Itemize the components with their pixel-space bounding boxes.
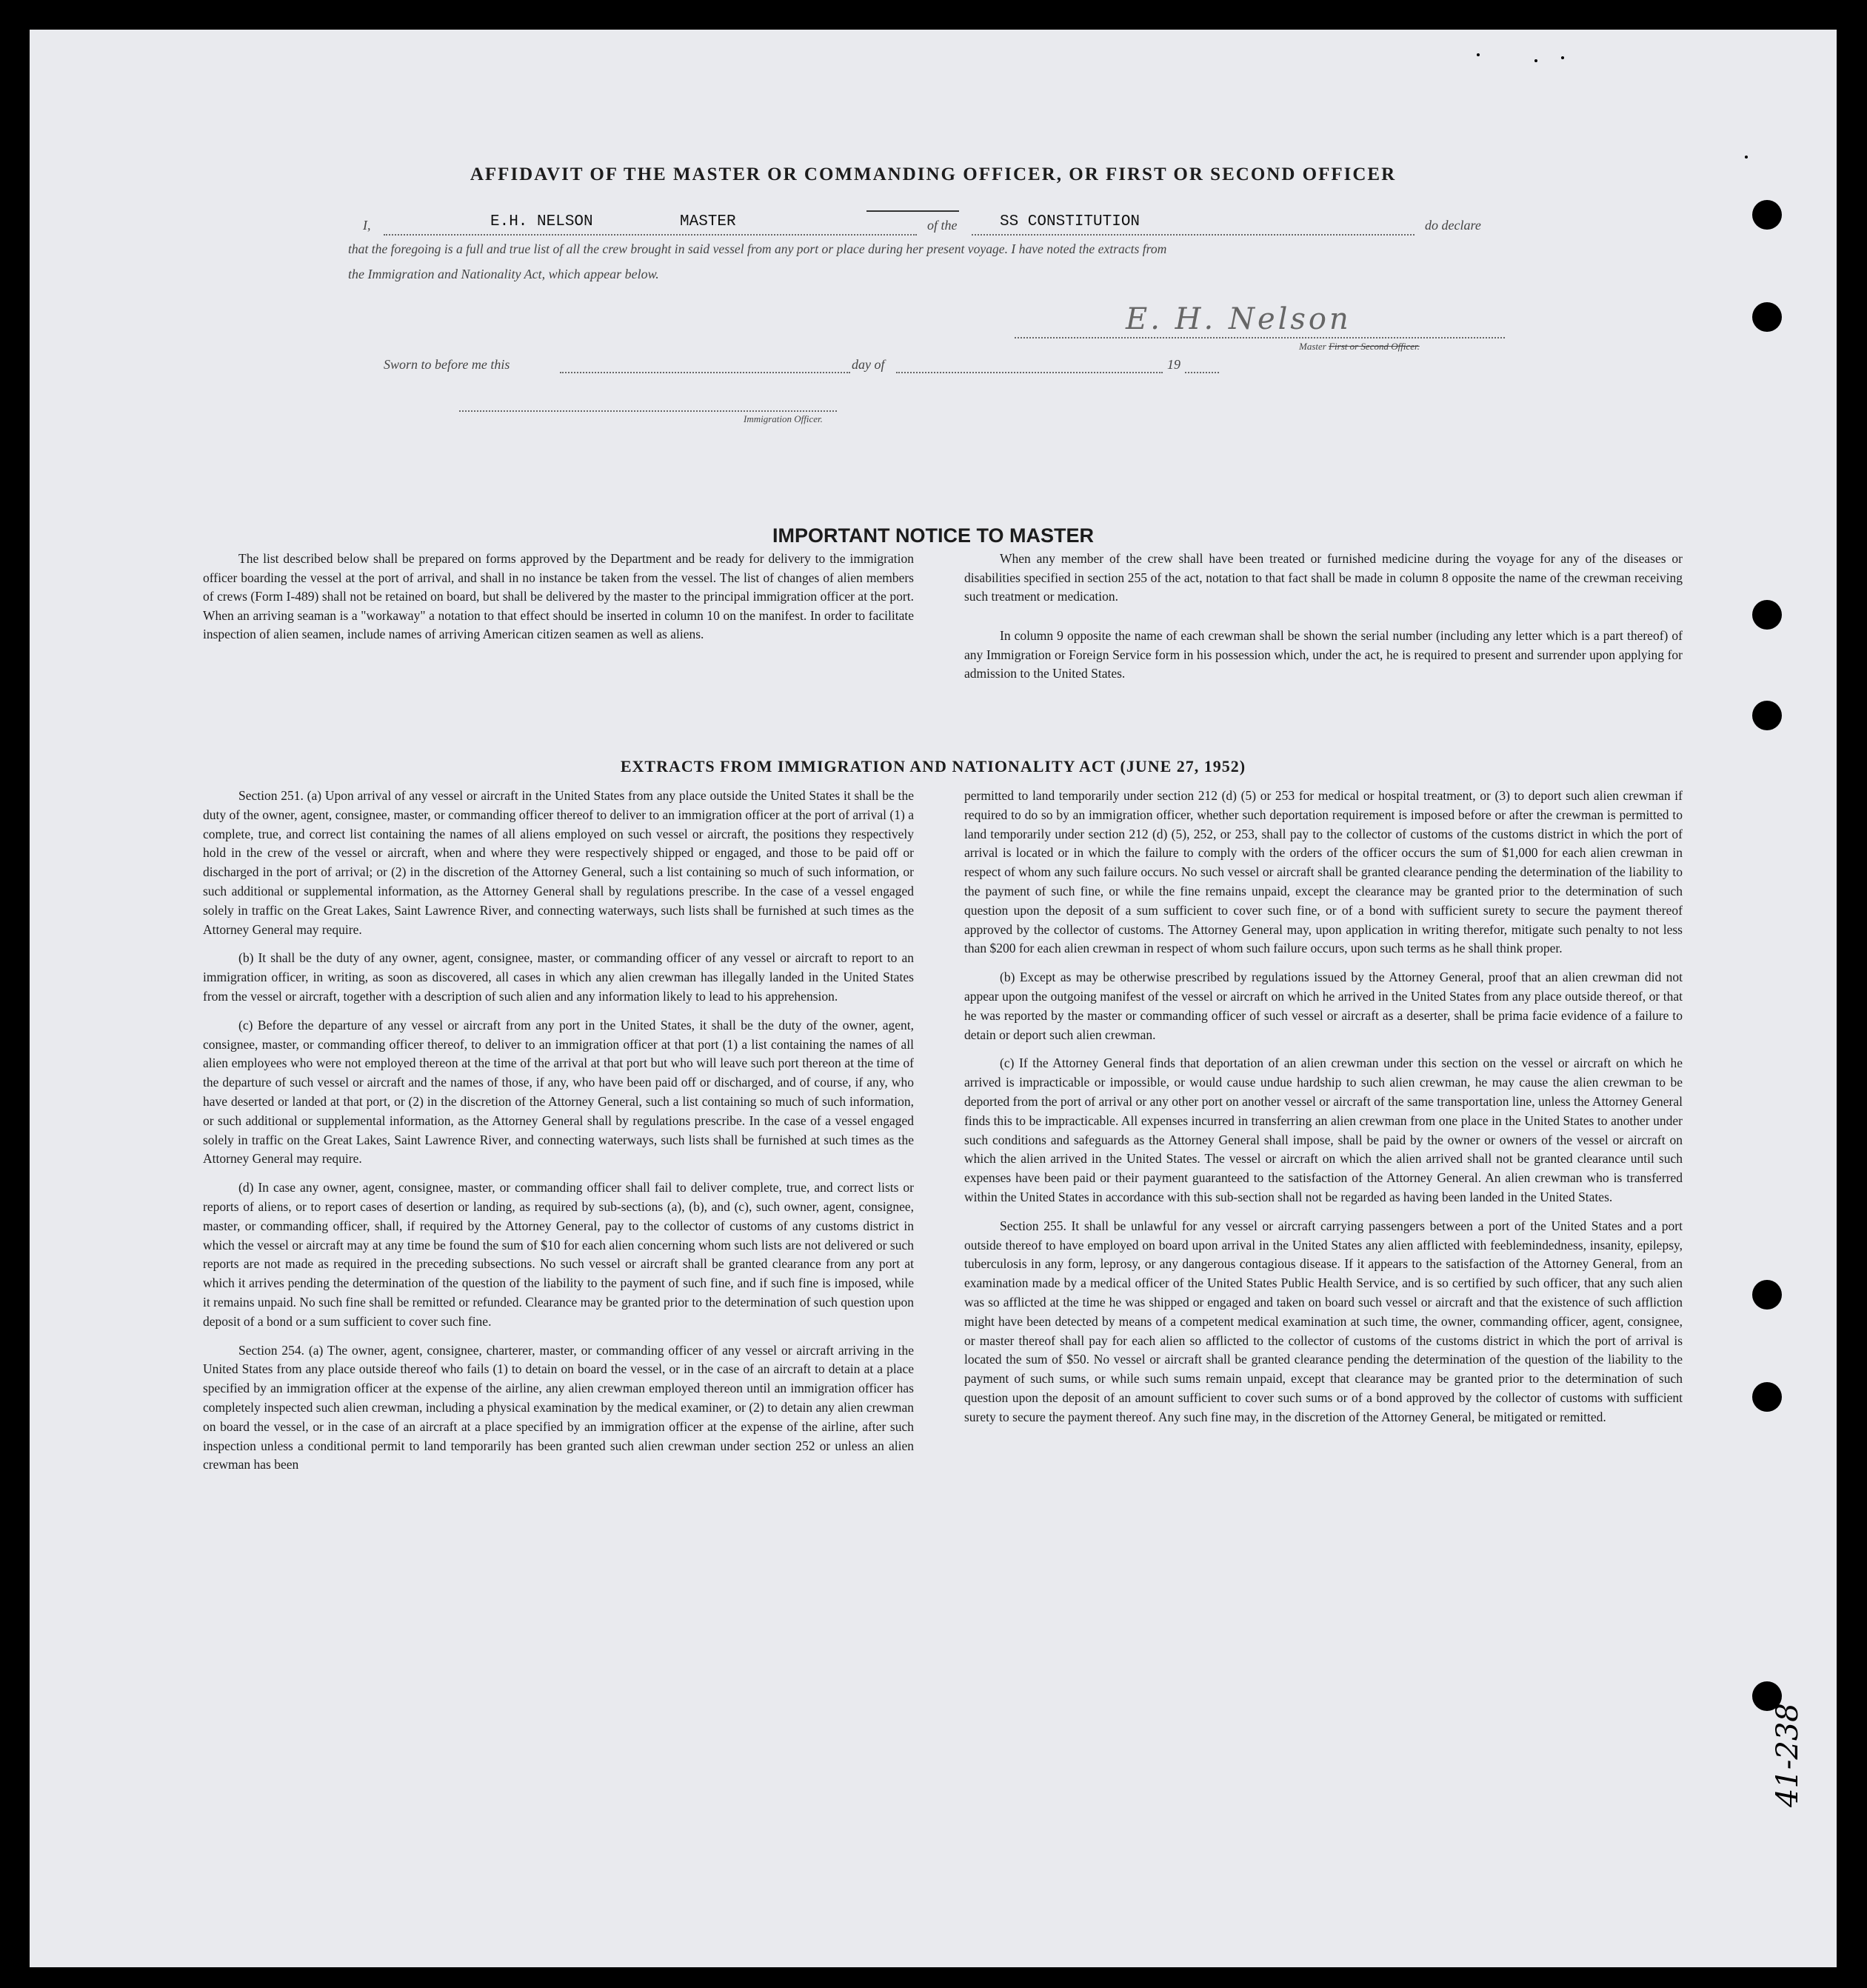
scan-speck (1561, 56, 1564, 59)
vessel-line (972, 234, 1415, 236)
do-declare-label: do declare (1425, 218, 1481, 233)
section-251-c: (c) Before the departure of any vessel or aircraft from any port in the United States, it shall be the duty of the owner, agent, consignee, master, or commanding officer thereof, to deliver to an immigration officer at that port (1) a list containing the names of all alien employees who were not employed thereon at the time of the arrival at that port but who will leave such port thereon at the time of the departure of such vessel or aircraft and the names of those, if any, who have been paid off or discharged, and of course, if any, who have deserted or landed at that port, or (2) in the discretion of the Attorney General, such a list containing so much of such information, or such additional or supplemental information, as the Attorney General shall by regulations prescribe. In the case of a vessel engaged solely in traffic on the Great Lakes, Saint Lawrence River, and connecting waterways, such lists shall be furnished at such times as the Attorney General may require. (203, 1017, 914, 1167)
binder-hole (1752, 200, 1782, 230)
year-prefix: 19 (1167, 357, 1180, 372)
extracts-right-column (964, 787, 1683, 1437)
extracts-title: EXTRACTS FROM IMMIGRATION AND NATIONALITY ACT (JUNE 27, 1952) (620, 757, 1246, 775)
scan-speck (1534, 59, 1537, 62)
signature-line (1015, 337, 1505, 338)
caption-struck-officer: First or Second Officer. (1329, 341, 1420, 352)
section-254-c: (c) If the Attorney General finds that deportation of an alien crewman under this section on the vessel or aircraft on which he arrived is impracticable or impossible, or would cause undue hardship to such alien crewman, he may cause the alien crewman to be deported from the port of arrival or any other port on another vessel or aircraft of the same transportation line, unless the Attorney General finds this to be impracticable. All expenses incurred in transferring an alien crewman from one place in the United States to another under such conditions and safeguards as the Attorney General shall impose, shall be paid by the owner or owners of the vessel or aircraft on which the alien arrived in the United States. The vessel or aircraft on which the alien arrived shall not be granted clearance until such expenses have been paid or their payment guaranteed to the satisfaction of the Attorney General. An alien crewman who is transferred within the United States in accordance with this sub-section shall not be regarded as having been landed in the United States. (964, 1055, 1683, 1204)
declaration-line-2: the Immigration and Nationality Act, which appear below. (348, 267, 659, 281)
section-251-d: (d) In case any owner, agent, consignee, master, or commanding officer shall fail to deliver complete, true, and correct lists or reports of aliens, or to report cases of desertion or landing, as required by sub-sections (a), (b), and (c), such owner, agent, consignee, master, or commanding officer, shall, if required by the Attorney General, pay to the collector of customs of any customs district in which the vessel or aircraft may at any time be found the sum of $10 for each alien concerning whom such lists are not delivered or such reports are not made as required in the preceding subsections. No such vessel or aircraft shall be granted clearance from any port at which it arrives pending the determination of the question of the liability to the payment of such fine, and if such fine is imposed, while it remains unpaid. No such fine shall be remitted or refunded. Clearance may be granted prior to the determination of such question upon deposit of a bond or a sum sufficient to cover such fine. (203, 1180, 914, 1329)
extracts-left-column (203, 787, 914, 1484)
title-rule (866, 210, 959, 212)
sworn-prefix: Sworn to before me this (384, 357, 510, 372)
sworn-month-line (896, 372, 1163, 373)
day-of-label: day of (852, 357, 885, 372)
declaration-line-1: that the foregoing is a full and true list of all the crew brought in said vessel from any port or place during her present voyage. I have noted the extracts from (348, 241, 1167, 256)
binder-hole (1752, 701, 1782, 730)
margin-stamp-number: 41-238 (1771, 1703, 1805, 1807)
sworn-day-line (560, 372, 850, 373)
vessel-name: SS CONSTITUTION (1000, 213, 1140, 230)
name-line (384, 234, 917, 236)
binder-hole (1752, 302, 1782, 332)
section-254-a: Section 254. (a) The owner, agent, consignee, charterer, master, or commanding officer of any vessel or aircraft arriving in the United States from any place outside thereof who fails (1) to detain on board the vessel, or in the case of an aircraft to detain at a place specified by an immigration officer at the expense of the airline, any alien crewman employed thereon until an immigration officer has completely inspected such alien crewman, including a physical examination by the medical examiner, or (2) to detain any alien crewman on board the vessel, or in the case of an aircraft at a place specified by an immigration officer at the expense of the airline, after such inspection unless a conditional permit to land temporarily has been granted such alien crewman under section 252 or unless an alien crewman has been (203, 1342, 914, 1472)
document-page (30, 30, 1837, 1967)
section-251-b: (b) It shall be the duty of any owner, agent, consignee, master, or commanding officer of any vessel or aircraft to report to an immigration officer, in writing, as soon as discovered, all cases in which any alien crewman has illegally landed in the United States from the vessel or aircraft, together with a description of such alien and any information likely to lead to his apprehension. (203, 950, 914, 1004)
officer-signature-line (459, 410, 837, 412)
section-254-b: (b) Except as may be otherwise prescribed by regulations issued by the Attorney General, proof that an alien crewman did not appear upon the outgoing manifest of the vessel or aircraft on which he arrived in the United States from any place outside thereof, or that he was reported by the master or commanding officer of such vessel or aircraft as a deserter, shall be prima facie evidence of a failure to detain or deport such alien crewman. (964, 970, 1683, 1042)
binder-hole (1752, 1382, 1782, 1412)
section-254-a-continued: permitted to land temporarily under section 212 (d) (5) or 253 for medical or hospital treatment, or (3) to deport such alien crewman if required to do so by an immigration officer, whether such deportation requirement is imposed before or after the crewman is permitted to land temporarily under section 212 (d) (5), 252, or 253, shall pay to the collector of customs of the customs district in which the port of arrival is located or in which the failure to comply with the orders of the officer occurs the sum of $1,000 for each alien crewman in respect of whom any such failure occurs. No such vessel or aircraft shall be granted clearance pending the determination of the liability to the payment of such fine, or while the fine remains unpaid, except the clearance may be granted prior to the determination of such question upon the deposit of a sum sufficient to cover such fine, or of a bond with sufficient surety to secure the payment thereof approved by the collector of customs. The Attorney General may, upon application in writing therefor, mitigate such penalty to not less than $200 for each alien crewman in respect of whom such failure occurs, upon such terms as he shall think proper. (964, 788, 1683, 956)
master-signature: E. H. Nelson (1126, 302, 1352, 336)
scan-speck (1477, 53, 1480, 56)
prefix-i: I, (363, 218, 371, 233)
binder-hole (1752, 1280, 1782, 1310)
section-251-a: Section 251. (a) Upon arrival of any vessel or aircraft in the United States from any place outside the United States it shall be the duty of the owner, agent, consignee, master, or commanding officer thereof to deliver to an immigration officer at the port of arrival (1) a complete, true, and correct list containing the names of all aliens employed on such vessel or aircraft, the positions they respectively hold in the crew of the vessel or aircraft, when and where they were respectively shipped or engaged, and those to be paid off or discharged in the port of arrival; or (2) in the discretion of the Attorney General, such a list containing so much of such information, or such additional or supplemental information, as the Attorney General shall by regulations prescribe. In the case of a vessel engaged solely in traffic on the Great Lakes, Saint Lawrence River, and connecting waterways, such lists shall be furnished at such times as the Attorney General may require. (203, 788, 914, 937)
notice-right-paragraph-2: In column 9 opposite the name of each crewman shall be shown the serial number (including any letter which is a part thereof) of any Immigration or Foreign Service form in his possession which, under the act, he is required to present and surrender upon applying for admission to the United States. (964, 628, 1683, 681)
signer-caption (1299, 341, 1420, 353)
of-the-label: of the (927, 218, 958, 233)
caption-master: Master (1299, 341, 1326, 352)
year-line (1185, 372, 1219, 373)
notice-right-paragraph-1: When any member of the crew shall have been treated or furnished medicine during the voyage for any of the diseases or disabilities specified in section 255 of the act, notation to that fact shall be made in column 8 opposite the name of the crewman receiving such treatment or medication. (964, 551, 1683, 604)
notice-title: IMPORTANT NOTICE TO MASTER (772, 524, 1094, 547)
scan-speck (1745, 156, 1748, 159)
affidavit-title: AFFIDAVIT OF THE MASTER OR COMMANDING OFFICER, OR FIRST OR SECOND OFFICER (470, 164, 1397, 184)
binder-hole (1752, 600, 1782, 630)
section-255: Section 255. It shall be unlawful for any vessel or aircraft carrying passengers between a port of the United States and a port outside thereof to have employed on board upon arrival in the United States any alien afflicted with feeblemindedness, insanity, epilepsy, tuberculosis in any form, leprosy, or any dangerous contagious disease. If it appears to the satisfaction of the Attorney General, from an examination made by a medical officer of the United States Public Health Service, and is so certified by such officer, that any such alien was so afflicted at the time he was shipped or engaged and taken on board such vessel or aircraft and that the existence of such affliction might have been detected by means of a competent medical examination at such time, the owner, commanding officer, agent, consignee, or master thereof shall pay for each alien so afflicted to the collector of customs of the customs district in which the port of arrival is located the sum of $50. No vessel or aircraft shall be granted clearance pending the determination of the question of the liability to the payment of such sums, or while such sums remain unpaid, except that clearance may be granted prior to the determination of such question upon the deposit of an amount sufficient to cover such sums or of a bond approved by the collector of customs with sufficient surety to secure the payment thereof. Any such fine may, in the discretion of the Attorney General, be mitigated or remitted. (964, 1218, 1683, 1424)
notice-left-paragraph: The list described below shall be prepared on forms approved by the Department and be ready for delivery to the immigration officer boarding the vessel at the port of arrival, and shall in no instance be taken from the vessel. The list of changes of alien members of crews (Form I-489) shall not be retained on board, but shall be delivered by the master to the principal immigration officer at the port. When an arriving seaman is a "workaway" a notation to that effect should be inserted in column 10 on the manifest. In order to facilitate inspection of alien seamen, include names of arriving American citizen seamen as well as aliens. (203, 551, 914, 641)
officer-caption: Immigration Officer. (744, 413, 823, 424)
master-name: E.H. NELSON (490, 213, 593, 230)
master-rank: MASTER (680, 213, 736, 230)
